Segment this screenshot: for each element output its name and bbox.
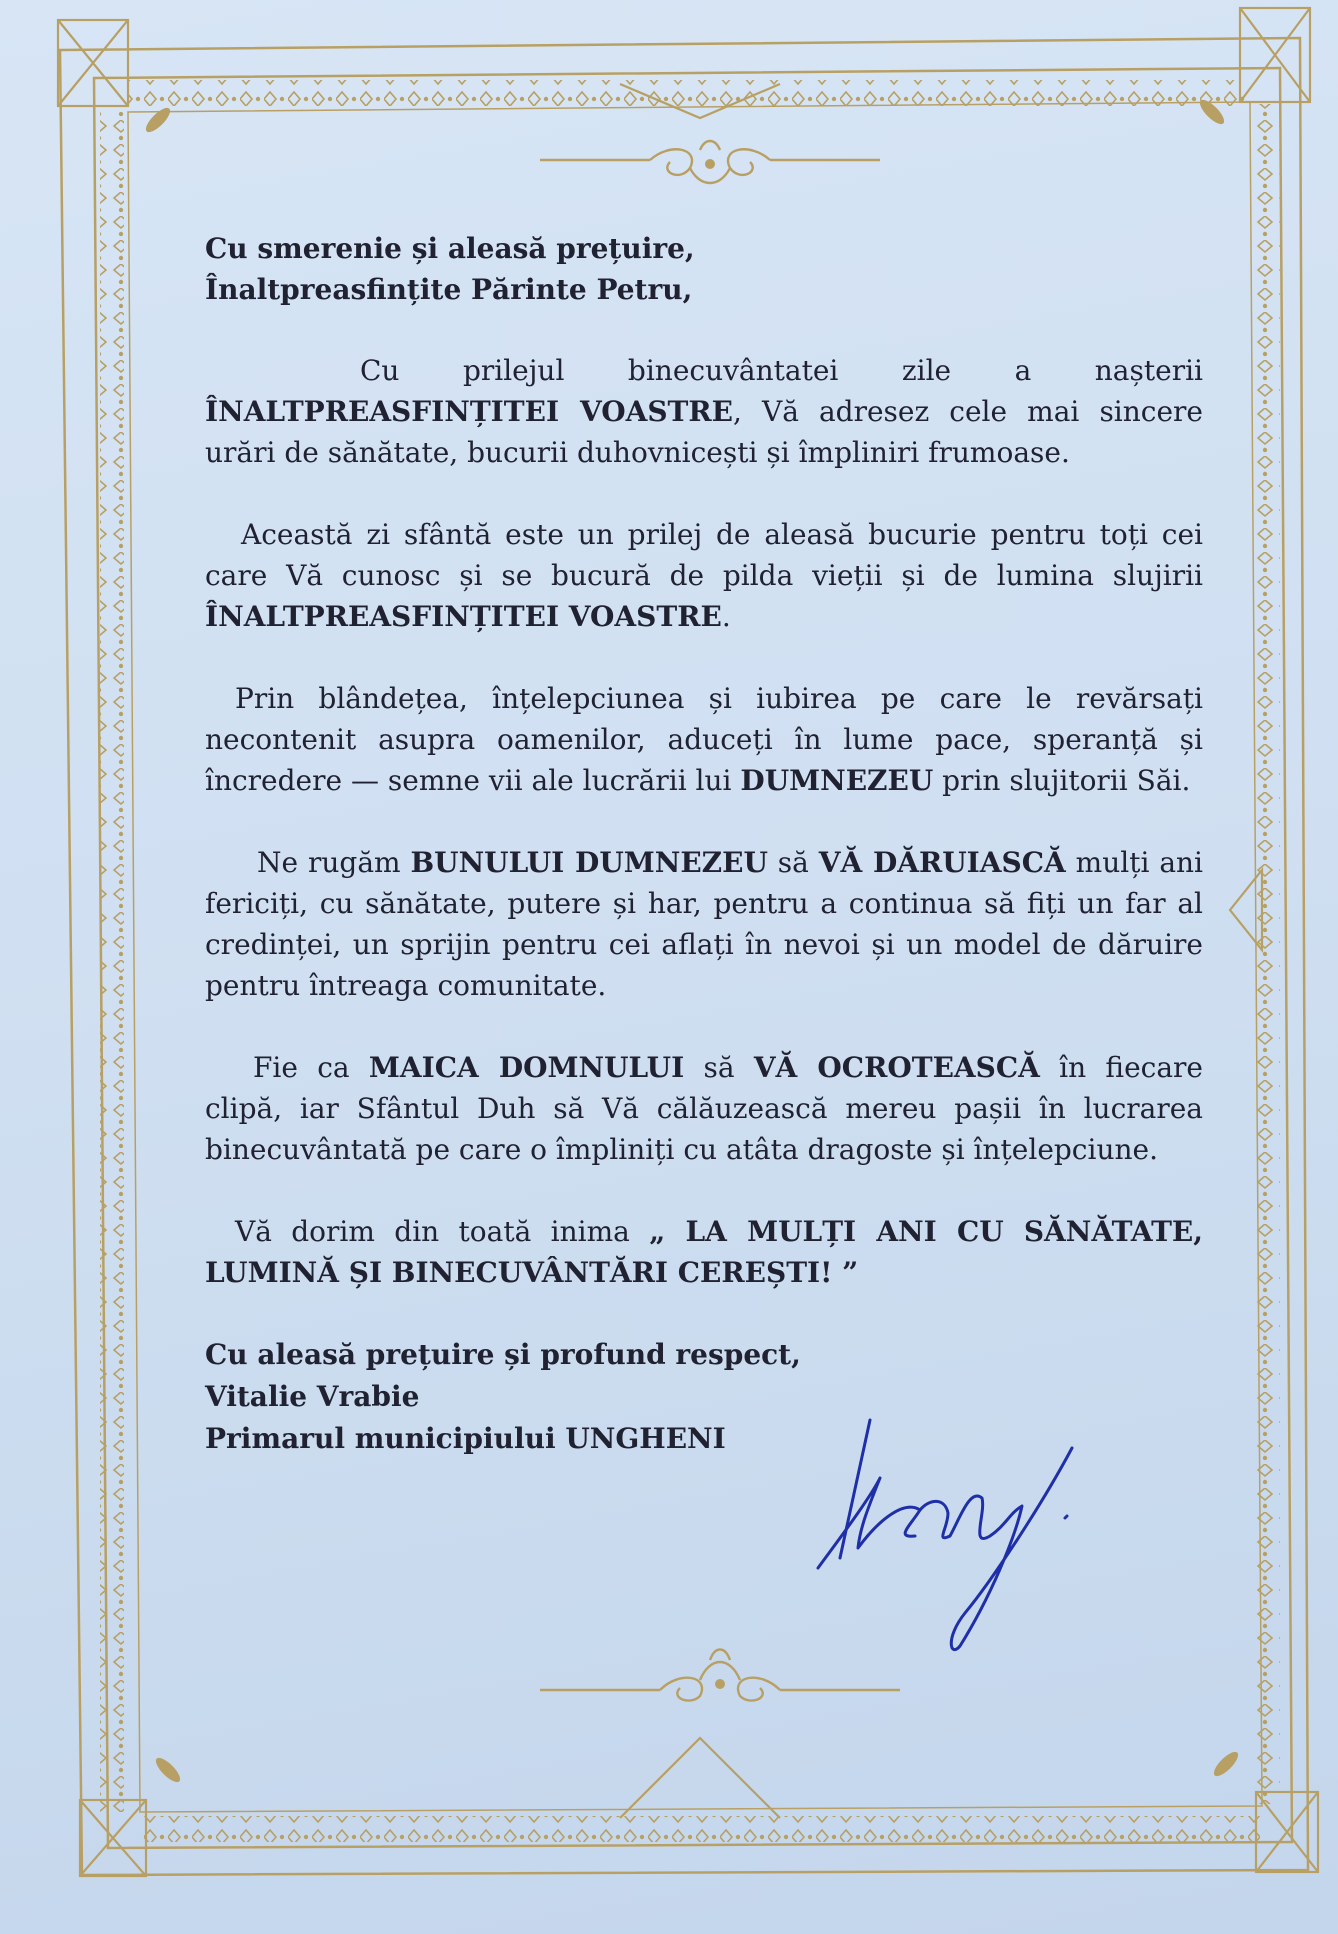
letter-body — [205, 228, 1203, 1460]
signatory-name: Vitalie Vrabie — [205, 1380, 420, 1413]
paragraph-6: Vă dorim din toată inima „ LA MULȚI ANI CU SĂNĂTATE, LUMINĂ ȘI BINECUVÂNTĂRI CEREȘTI! ” — [205, 1215, 1203, 1289]
signatory-title: Primarul municipiului UNGHENI — [205, 1422, 726, 1455]
paragraph-3: Prin blândețea, înțelepciunea și iubirea pe care le revărsați necontenit asupra oamenilor, aduceți în lume pace, speranță și încredere — semne vii ale lucrării lui DUMNEZEU prin slujitorii Săi. — [205, 682, 1203, 797]
salutation-addressee: Înaltpreasfințite Părinte Petru, — [205, 273, 693, 306]
paragraph-5: Fie ca MAICA DOMNULUI să VĂ OCROTEASCĂ în fiecare clipă, iar Sfântul Duh să Vă călăuzească mereu pașii în lucrarea binecuvântată pe care o împliniți cu atâta dragoste și înțelepciune. — [205, 1051, 1203, 1166]
paragraph-1: Cu prilejul binecuvântatei zile a nașterii ÎNALTPREASFINȚITEI VOASTRE, Vă adresez cele mai sincere urări de sănătate, bucurii duhovnicești și împliniri frumoase. — [205, 354, 1204, 469]
salutation-line: Cu smerenie și aleasă prețuire, — [205, 232, 695, 265]
paragraph-2: Această zi sfântă este un prilej de aleasă bucurie pentru toți cei care Vă cunosc și se bucură de pilda vieții și de lumina slujirii ÎNALTPREASFINȚITEI VOASTRE. — [205, 518, 1203, 633]
closing-line: Cu aleasă prețuire și profund respect, — [205, 1338, 801, 1371]
scroll-ornament-icon — [540, 138, 880, 208]
handwritten-signature — [810, 1418, 1090, 1658]
paragraph-4: Ne rugăm BUNULUI DUMNEZEU să VĂ DĂRUIASCĂ mulți ani fericiți, cu sănătate, putere și har, pentru a continua să fiți un far al credinței, un sprijin pentru cei aflați în nevoi și un model de dăruire pentru întreaga comunitate. — [205, 846, 1203, 1002]
